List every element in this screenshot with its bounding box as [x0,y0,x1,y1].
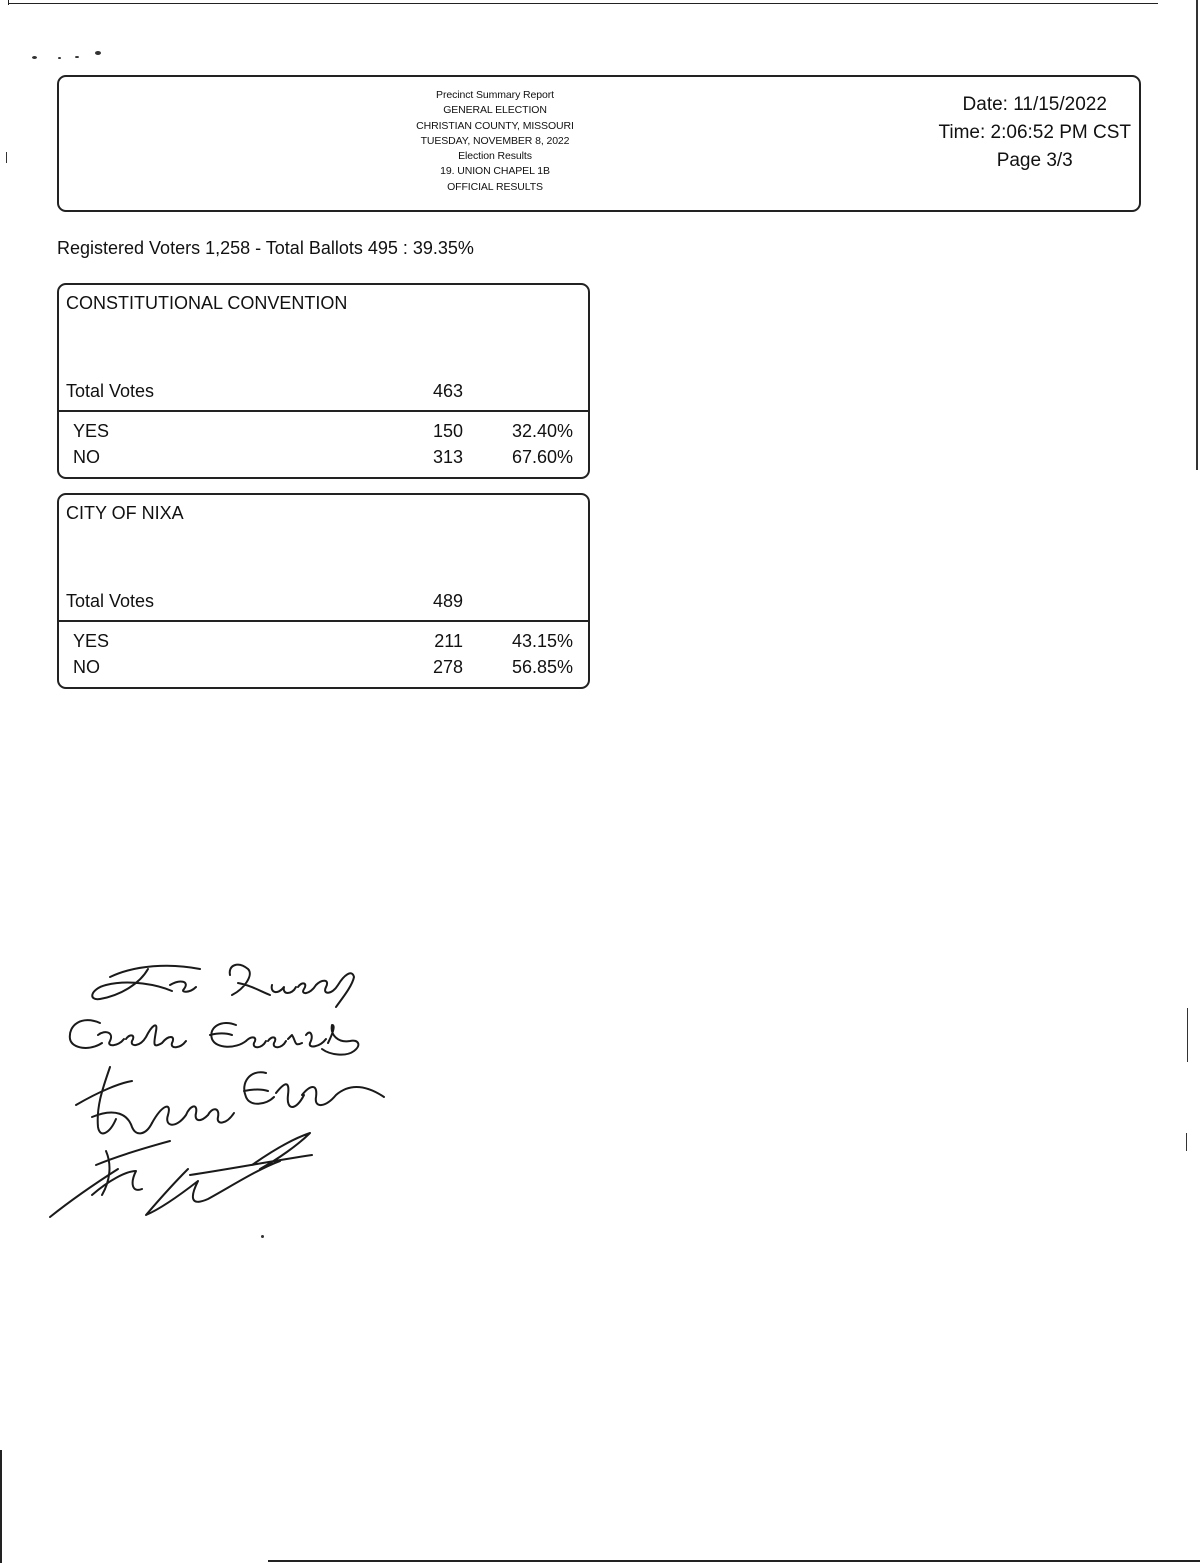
scan-speck [1186,1133,1187,1151]
report-meta [938,91,1131,175]
choice-percent: 32.40% [511,421,573,441]
choice-votes: 278 [432,657,463,677]
scan-edge-left [0,1450,2,1563]
report-date: Date: 11/15/2022 [962,94,1107,115]
scan-edge-bottom [268,1560,1200,1562]
report-header [57,75,1141,212]
choice-votes: 150 [432,421,463,441]
choice-row [59,447,588,473]
choice-votes: 313 [432,447,463,467]
scan-speck [95,51,101,55]
results-label: Election Results [458,150,532,163]
precinct-name: 19. UNION CHAPEL 1B [440,165,550,178]
contest-box [57,493,590,689]
report-title-block [359,88,631,195]
signatures-block [40,955,400,1225]
county-name: CHRISTIAN COUNTY, MISSOURI [416,119,574,132]
choice-name: YES [73,631,110,651]
election-date: TUESDAY, NOVEMBER 8, 2022 [420,134,570,147]
total-votes-label: Total Votes [66,381,155,401]
election-name: GENERAL ELECTION [443,104,547,117]
signature-4 [50,1133,312,1217]
signature-2 [70,1020,359,1054]
choice-row [59,631,588,657]
choice-name: YES [73,421,110,441]
scan-speck [58,57,61,59]
scan-speck [75,56,79,58]
contest-divider [59,620,588,622]
report-time: Time: 2:06:52 PM CST [938,122,1131,143]
choice-percent: 56.85% [511,657,573,677]
contest-title: CITY OF NIXA [66,503,184,523]
signature-3 [76,1067,384,1133]
scan-speck [261,1235,264,1238]
total-votes-value: 489 [432,591,463,611]
scan-speck [6,152,7,163]
results-status: OFFICIAL RESULTS [447,180,543,193]
choice-row [59,657,588,683]
choice-name: NO [73,447,100,467]
turnout-summary: Registered Voters 1,258 - Total Ballots 495 : 39.35% [57,238,474,258]
scan-edge-tick [8,0,9,5]
page-number: Page 3/3 [996,150,1073,171]
contest-box [57,283,590,479]
scan-edge-right [1196,0,1198,470]
contest-divider [59,410,588,412]
total-votes-value: 463 [432,381,463,401]
scan-speck [1187,1008,1188,1062]
signature-1 [92,965,354,1007]
total-votes-label: Total Votes [66,591,155,611]
choice-percent: 67.60% [511,447,573,467]
contest-title: CONSTITUTIONAL CONVENTION [66,293,348,313]
report-title: Precinct Summary Report [436,89,554,101]
choice-name: NO [73,657,100,677]
choice-row [59,421,588,447]
scan-speck [32,56,37,59]
scan-edge-top [8,3,1158,4]
choice-percent: 43.15% [511,631,573,651]
choice-votes: 211 [434,631,463,651]
